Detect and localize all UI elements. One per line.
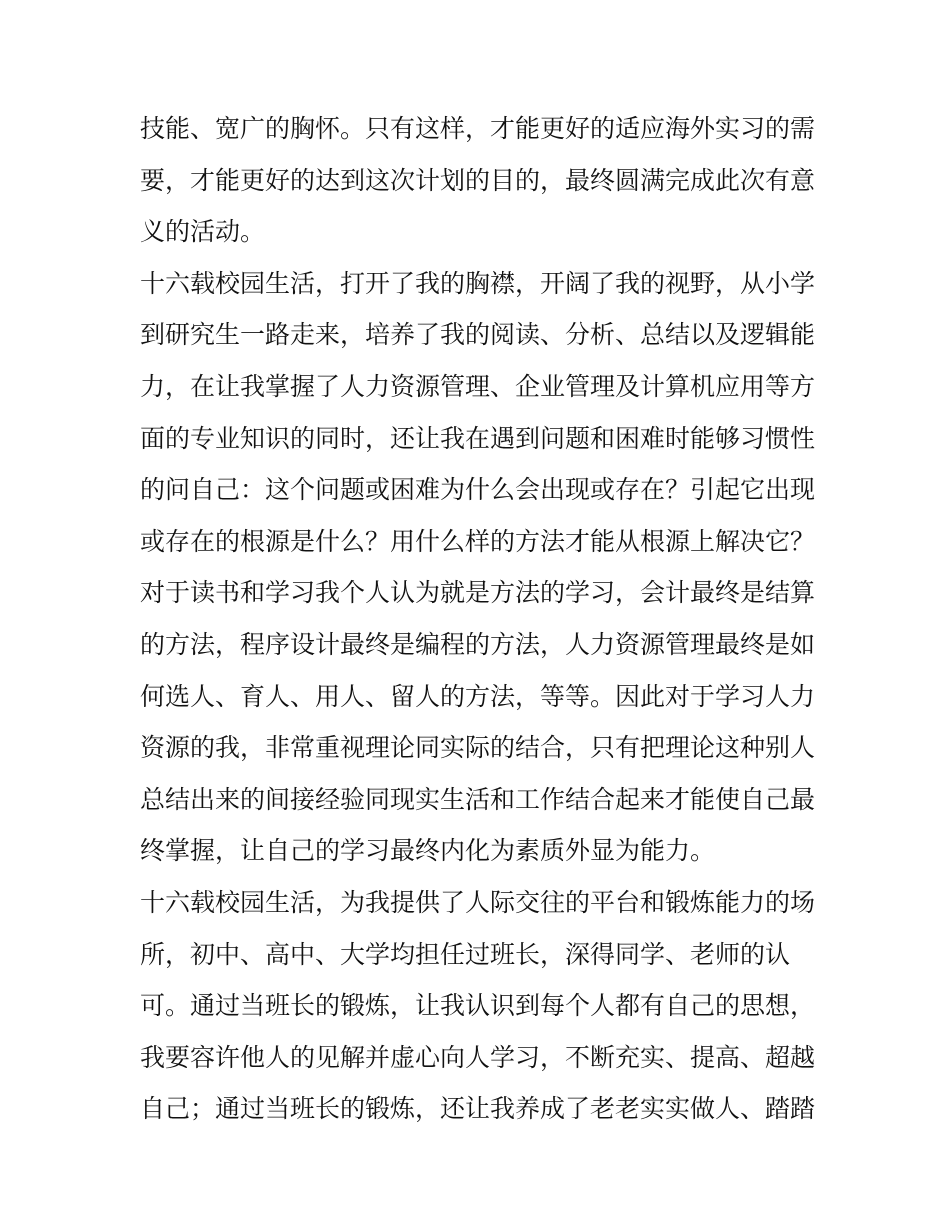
text-line: 的问自己：这个问题或困难为什么会出现或存在？引起它出现 [140,475,816,505]
text-line: 我要容许他人的见解并虚心向人学习，不断充实、提高、超越 [140,1042,816,1072]
text-line: 何选人、育人、用人、留人的方法，等等。因此对于学习人力 [140,681,816,711]
text-line: 可。通过当班长的锻炼，让我认识到每个人都有自己的思想， [140,991,816,1021]
text-line: 到研究生一路走来，培养了我的阅读、分析、总结以及逻辑能 [140,320,816,350]
body-text [140,103,830,1135]
text-line: 终掌握，让自己的学习最终内化为素质外显为能力。 [140,836,716,866]
text-line: 面的专业知识的同时，还让我在遇到问题和困难时能够习惯性 [140,423,816,453]
text-line: 技能、宽广的胸怀。只有这样，才能更好的适应海外实习的需 [140,114,816,143]
text-line: 资源的我，非常重视理论同实际的结合，只有把理论这种别人 [140,733,816,763]
text-line: 要，才能更好的达到这次计划的目的，最终圆满完成此次有意 [140,165,816,195]
text-line: 义的活动。 [140,217,266,247]
text-line: 所，初中、高中、大学均担任过班长，深得同学、老师的认 [140,939,791,969]
text-line: 十六载校园生活，为我提供了人际交往的平台和锻炼能力的场 [140,887,816,917]
text-line: 力，在让我掌握了人力资源管理、企业管理及计算机应用等方 [140,371,816,401]
text-line: 或存在的根源是什么？用什么样的方法才能从根源上解决它？ [140,526,816,556]
text-line: 的方法，程序设计最终是编程的方法，人力资源管理最终是如 [140,629,816,659]
text-line: 十六载校园生活，打开了我的胸襟，开阔了我的视野，从小学 [140,268,816,298]
text-line: 总结出来的间接经验同现实生活和工作结合起来才能使自己最 [140,784,816,814]
text-line: 对于读书和学习我个人认为就是方法的学习，会计最终是结算 [140,578,816,608]
text-line: 自己；通过当班长的锻炼，还让我养成了老老实实做人、踏踏 [140,1094,816,1124]
